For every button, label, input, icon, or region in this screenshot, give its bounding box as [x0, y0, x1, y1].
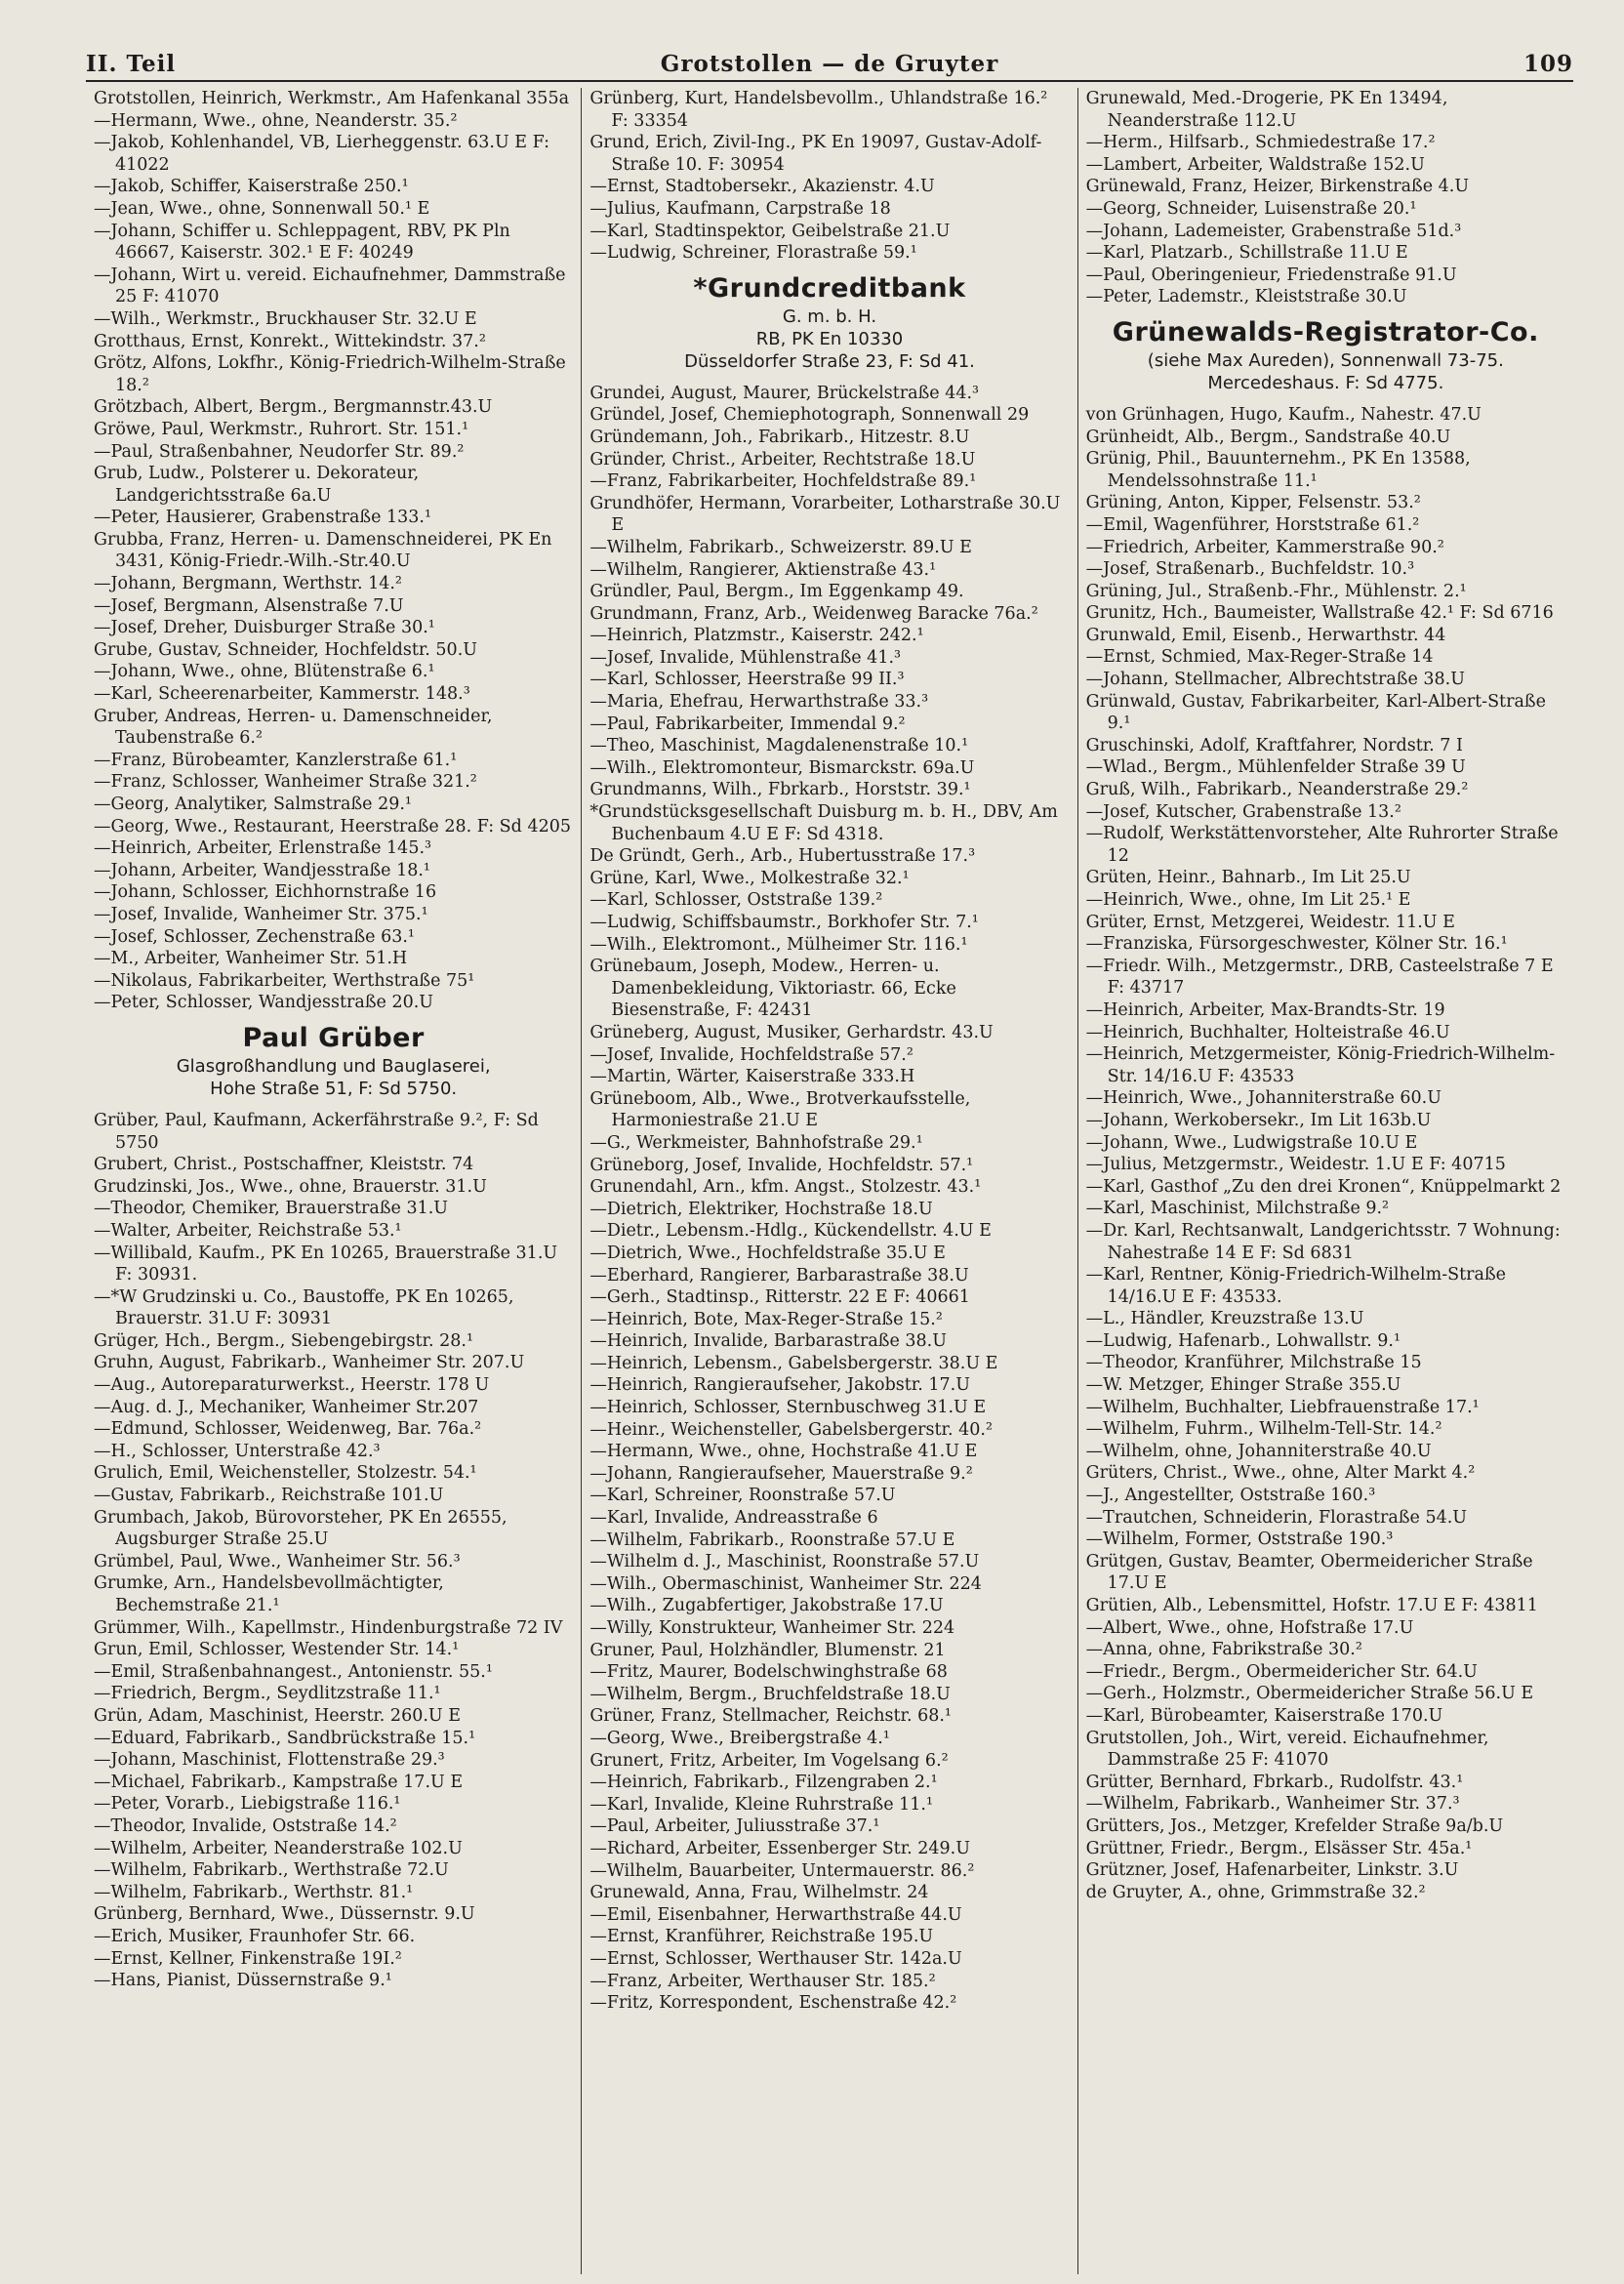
directory-entry: —Josef, Dreher, Duisburger Straße 30.¹	[94, 618, 435, 638]
directory-entry: Grüneborg, Josef, Invalide, Hochfeldstr. 57.¹	[589, 1155, 974, 1175]
directory-entry: Grulich, Emil, Weichensteller, Stolzestr. 54.¹	[94, 1463, 477, 1484]
directory-entry: —Wilhelm, Bergm., Bruchfeldstraße 18.U	[589, 1684, 951, 1704]
directory-entry: —Ernst, Kranführer, Reichstraße 195.U	[589, 1927, 934, 1947]
directory-entry: Grötzbach, Albert, Bergm., Bergmannstr.43.U	[94, 397, 493, 418]
directory-entry: Gröwe, Paul, Werkmstr., Ruhrort. Str. 151.¹	[94, 419, 469, 439]
directory-entry: —Johann, Stellmacher, Albrechtstraße 38.U	[1085, 670, 1465, 690]
directory-entry: Gruner, Paul, Holzhändler, Blumenstr. 21	[589, 1640, 946, 1660]
directory-entry: —Johann, Schiffer u. Schleppagent, RBV, PK Pln 46667, Kaiserstr. 302.¹ E F: 40249	[94, 221, 510, 264]
directory-entry: Grümbel, Paul, Wwe., Wanheimer Str. 56.³	[94, 1551, 461, 1571]
directory-entry: Grüne, Karl, Wwe., Molkestraße 32.¹	[589, 868, 910, 888]
directory-entry: Grünheidt, Alb., Bergm., Sandstraße 40.U	[1085, 427, 1451, 447]
advertisement-line: Hohe Straße 51, F: Sd 5750.	[210, 1078, 458, 1099]
directory-entry: Gruß, Wilh., Fabrikarb., Neanderstraße 29.²	[1085, 780, 1469, 800]
directory-entry: —Wilhelm, Fabrikarb., Werthstr. 81.¹	[94, 1882, 414, 1902]
directory-entry: Grünberg, Bernhard, Wwe., Düssernstr. 9.U	[94, 1904, 475, 1925]
directory-entry: —Wilhelm, Fabrikarb., Wanheimer Str. 37.³	[1085, 1794, 1460, 1815]
advertisement-line: G. m. b. H.	[782, 306, 877, 327]
directory-entry: Grüters, Christ., Wwe., ohne, Alter Markt 4.²	[1085, 1463, 1476, 1484]
directory-entry: —Georg, Wwe., Breibergstraße 4.¹	[589, 1728, 890, 1748]
directory-entry: —Paul, Oberingenieur, Friedenstraße 91.U	[1085, 265, 1457, 285]
directory-entry: —Herm., Hilfsarb., Schmiedestraße 17.²	[1085, 133, 1436, 153]
directory-entry: Gruber, Andreas, Herren- u. Damenschneider, Taubenstraße 6.²	[94, 706, 493, 749]
directory-entry: —Friedrich, Arbeiter, Kammerstraße 90.²	[1085, 537, 1444, 557]
directory-entry: —Karl, Invalide, Kleine Ruhrstraße 11.¹	[589, 1794, 933, 1815]
directory-entry: —Peter, Hausierer, Grabenstraße 133.¹	[94, 508, 432, 528]
directory-entry: Grunitz, Hch., Baumeister, Wallstraße 42.¹ F: Sd 6716	[1085, 603, 1554, 624]
directory-entry: —Theodor, Invalide, Oststraße 14.²	[94, 1815, 397, 1836]
directory-entry: —Wilhelm, Buchhalter, Liebfrauenstraße 17.¹	[1085, 1397, 1480, 1417]
directory-entry: —Emil, Eisenbahner, Herwarthstraße 44.U	[589, 1904, 962, 1925]
directory-entry: —Anna, ohne, Fabrikstraße 30.²	[1085, 1640, 1362, 1660]
directory-entry: —Johann, Lademeister, Grabenstraße 51d.³	[1085, 221, 1462, 241]
directory-entry: Grütien, Alb., Lebensmittel, Hofstr. 17.U E F: 43811	[1085, 1596, 1538, 1615]
directory-entry: Grun, Emil, Schlosser, Westender Str. 14.¹	[94, 1640, 460, 1660]
directory-entry: Grundei, August, Maurer, Brückelstraße 44.³	[589, 383, 980, 403]
directory-entry: —Erich, Musiker, Fraunhofer Str. 66.	[94, 1926, 416, 1946]
directory-entry: —Karl, Schlosser, Oststraße 139.²	[589, 890, 883, 911]
directory-entry: —L., Händler, Kreuzstraße 13.U	[1085, 1309, 1364, 1329]
directory-entry: Grünig, Phil., Bauunternehm., PK En 13588, Mendelssohnstraße 11.¹	[1085, 449, 1471, 491]
directory-entry: —Eberhard, Rangierer, Barbarastraße 38.U	[589, 1265, 969, 1285]
section-label: II. Teil	[86, 51, 177, 77]
directory-entry: —Albert, Wwe., ohne, Hofstraße 17.U	[1085, 1617, 1414, 1638]
directory-entry: —Wilh., Werkmstr., Bruckhauser Str. 32.U E	[94, 308, 477, 329]
directory-entry: —H., Schlosser, Unterstraße 42.³	[94, 1441, 381, 1461]
directory-entry: —Heinrich, Rangieraufseher, Jakobstr. 17.U	[589, 1375, 970, 1396]
directory-entry: —Wilhelm d. J., Maschinist, Roonstraße 57.U	[589, 1552, 980, 1572]
columns	[86, 88, 1573, 2274]
directory-entry: Grunewald, Anna, Frau, Wilhelmstr. 24	[589, 1883, 929, 1903]
directory-entry: —Karl, Invalide, Andreasstraße 6	[589, 1508, 878, 1529]
directory-entry: —Heinrich, Invalide, Barbarastraße 38.U	[589, 1331, 947, 1352]
directory-entry: —Johann, Rangieraufseher, Mauerstraße 9.²	[589, 1463, 973, 1484]
directory-entry: —Peter, Schlosser, Wandjesstraße 20.U	[94, 993, 434, 1013]
directory-entry: Grundhöfer, Hermann, Vorarbeiter, Lotharstraße 30.U E	[589, 493, 1061, 536]
directory-entry: Grunwald, Emil, Eisenb., Herwarthstr. 44	[1085, 625, 1446, 645]
advertisement-name: *Grundcreditbank	[693, 272, 966, 304]
directory-entry: —M., Arbeiter, Wanheimer Str. 51.H	[94, 949, 408, 969]
directory-entry: —Wilhelm, Arbeiter, Neanderstraße 102.U	[94, 1838, 463, 1858]
directory-entry: —Paul, Arbeiter, Juliusstraße 37.¹	[589, 1816, 880, 1837]
directory-entry: —Josef, Schlosser, Zechenstraße 63.¹	[94, 926, 415, 947]
advertisement-line: Glasgroßhandlung und Bauglaserei,	[176, 1055, 491, 1077]
directory-entry: —Fritz, Maurer, Bodelschwinghstraße 68	[589, 1662, 948, 1683]
directory-entry: von Grünhagen, Hugo, Kaufm., Nahestr. 47.U	[1085, 404, 1482, 425]
directory-entry: —W. Metzger, Ehinger Straße 355.U	[1085, 1375, 1401, 1396]
directory-entry: —Aug. d. J., Mechaniker, Wanheimer Str.207	[94, 1397, 479, 1417]
directory-entry: —Heinrich, Arbeiter, Max-Brandts-Str. 19	[1085, 999, 1445, 1020]
directory-entry: —Friedr., Bergm., Obermeidericher Str. 64.U	[1085, 1661, 1478, 1682]
directory-entry: —Friedrich, Bergm., Seydlitzstraße 11.¹	[94, 1684, 441, 1704]
directory-entry: —Dietrich, Wwe., Hochfeldstraße 35.U E	[589, 1243, 946, 1263]
advertisement-line: RB, PK En 10330	[755, 328, 904, 349]
directory-entry: —Wilh., Elektromonteur, Bismarckstr. 69a.U	[589, 757, 975, 778]
directory-entry: —Heinrich, Wwe., ohne, Im Lit 25.¹ E	[1085, 890, 1411, 910]
directory-entry: —Josef, Invalide, Mühlenstraße 41.³	[589, 647, 902, 668]
directory-entry: —Franziska, Fürsorgeschwester, Kölner Str. 16.¹	[1085, 934, 1508, 955]
directory-entry: *Grundstücksgesellschaft Duisburg m. b. H., DBV, Am Buchenbaum 4.U E F: Sd 4318.	[589, 802, 1058, 844]
directory-entry: —Rudolf, Werkstättenvorsteher, Alte Ruhrorter Straße 12	[1085, 824, 1559, 866]
directory-entry: —Walter, Arbeiter, Reichstraße 53.¹	[94, 1220, 402, 1241]
directory-entry: Grundmann, Franz, Arb., Weidenweg Baracke 76a.²	[589, 603, 1038, 624]
directory-entry: —Maria, Ehefrau, Herwarthstraße 33.³	[589, 692, 929, 713]
directory-entry: —Heinr., Weichensteller, Gabelsbergerstr. 40.²	[589, 1419, 993, 1440]
directory-entry: —Nikolaus, Fabrikarbeiter, Werthstraße 75¹	[94, 970, 475, 991]
directory-entry: Grüter, Ernst, Metzgerei, Weidestr. 11.U E	[1085, 912, 1455, 932]
directory-entry: Grütter, Bernhard, Fbrkarb., Rudolfstr. 43.¹	[1085, 1772, 1464, 1792]
directory-entry: —Josef, Straßenarb., Buchfeldstr. 10.³	[1085, 559, 1415, 580]
directory-entry: Grunewald, Med.-Drogerie, PK En 13494, Neanderstraße 112.U	[1085, 89, 1448, 131]
directory-entry: —Wilhelm, Fuhrm., Wilhelm-Tell-Str. 14.²	[1085, 1419, 1442, 1440]
directory-entry: —Heinrich, Schlosser, Sternbuschweg 31.U E	[589, 1398, 987, 1418]
directory-entry: Grotstollen, Heinrich, Werkmstr., Am Hafenkanal 355a	[94, 89, 570, 108]
directory-entry: —Wilh., Elektromont., Mülheimer Str. 116.¹	[589, 934, 968, 955]
directory-entry: Grüber, Paul, Kaufmann, Ackerfährstraße 9.², F: Sd 5750	[94, 1110, 539, 1153]
directory-entry: —Ernst, Stadtobersekr., Akazienstr. 4.U	[589, 177, 935, 197]
directory-entry: —Johann, Schlosser, Eichhornstraße 16	[94, 882, 437, 903]
directory-entry: Grün, Adam, Maschinist, Heerstr. 260.U E	[94, 1705, 461, 1726]
directory-entry: —Karl, Maschinist, Milchstraße 9.²	[1085, 1199, 1390, 1219]
directory-entry: —Karl, Scheerenarbeiter, Kammerstr. 148.³	[94, 684, 470, 705]
directory-entry: —Josef, Bergmann, Alsenstraße 7.U	[94, 595, 404, 616]
directory-entry: —Johann, Wwe., ohne, Blütenstraße 6.¹	[94, 662, 435, 682]
directory-entry: —Paul, Straßenbahner, Neudorfer Str. 89.²	[94, 441, 465, 462]
directory-entry: Grützner, Josef, Hafenarbeiter, Linkstr. 3.U	[1085, 1860, 1459, 1881]
directory-entry: —Heinrich, Buchhalter, Holteistraße 46.U	[1085, 1022, 1450, 1042]
directory-entry: Grub, Ludw., Polsterer u. Dekorateur, Landgerichtsstraße 6a.U	[94, 464, 420, 506]
directory-entry: —Franz, Arbeiter, Werthauser Str. 185.²	[589, 1971, 936, 1991]
directory-entry: —Jakob, Schiffer, Kaiserstraße 250.¹	[94, 177, 409, 197]
directory-entry: —Trautchen, Schneiderin, Florastraße 54.U	[1085, 1507, 1468, 1528]
directory-entry: —Georg, Analytiker, Salmstraße 29.¹	[94, 795, 412, 814]
directory-entry: Gründer, Christ., Arbeiter, Rechtstraße 18.U	[589, 449, 976, 469]
directory-entry: —Johann, Bergmann, Werthstr. 14.²	[94, 574, 402, 594]
directory-entry: —Heinrich, Platzmstr., Kaiserstr. 242.¹	[589, 626, 924, 646]
directory-entry: Grüger, Hch., Bergm., Siebengebirgstr. 28.¹	[94, 1330, 473, 1351]
directory-entry: —Hermann, Wwe., ohne, Hochstraße 41.U E	[589, 1442, 978, 1462]
advertisement	[589, 272, 1069, 373]
directory-entry: —Johann, Maschinist, Flottenstraße 29.³	[94, 1750, 445, 1771]
directory-entry: Grüning, Anton, Kipper, Felsenstr. 53.²	[1085, 493, 1421, 513]
directory-entry: Grundmanns, Wilh., Fbrkarb., Horststr. 39.¹	[589, 780, 971, 800]
directory-entry: —Fritz, Korrespondent, Eschenstraße 42.²	[589, 1993, 957, 2014]
column-1	[86, 88, 581, 2274]
directory-entry: —Josef, Kutscher, Grabenstraße 13.²	[1085, 801, 1401, 822]
directory-entry: Grube, Gustav, Schneider, Hochfeldstr. 50.U	[94, 639, 478, 660]
directory-entry: —Karl, Bürobeamter, Kaiserstraße 170.U	[1085, 1705, 1443, 1726]
advertisement-line: Düsseldorfer Straße 23, F: Sd 41.	[684, 350, 975, 372]
directory-entry: —*W Grudzinski u. Co., Baustoffe, PK En 10265, Brauerstr. 31.U F: 30931	[94, 1286, 514, 1329]
directory-entry: —Heinrich, Arbeiter, Erlenstraße 145.³	[94, 838, 432, 859]
directory-entry: —Johann, Wirt u. vereid. Eichaufnehmer, Dammstraße 25 F: 41070	[94, 265, 566, 307]
directory-entry: —Heinrich, Metzgermeister, König-Friedrich-Wilhelm-Str. 14/16.U F: 43533	[1085, 1044, 1556, 1086]
directory-entry: —Ernst, Schlosser, Werthauser Str. 142a.U	[589, 1948, 962, 1969]
directory-entry: —Ludwig, Schiffsbaumstr., Borkhofer Str. 7.¹	[589, 913, 979, 932]
directory-entry: —Ludwig, Schreiner, Florastraße 59.¹	[589, 243, 917, 264]
page-number: 109	[1522, 51, 1573, 77]
directory-entry: —Karl, Rentner, König-Friedrich-Wilhelm-Straße 14/16.U E F: 43533.	[1085, 1265, 1507, 1307]
directory-entry: —Hans, Pianist, Düssernstraße 9.¹	[94, 1971, 392, 1991]
directory-entry: —Gerh., Holzmstr., Obermeidericher Straße 56.U E	[1085, 1684, 1534, 1704]
directory-entry: Grüttner, Friedr., Bergm., Elsässer Str. 45a.¹	[1085, 1838, 1473, 1858]
directory-entry: —Karl, Gasthof „Zu den drei Kronen“, Knüppelmarkt 2	[1085, 1176, 1562, 1197]
directory-entry: Grunendahl, Arn., kfm. Angst., Stolzestr. 43.¹	[589, 1177, 982, 1198]
directory-entry: Gründel, Josef, Chemiephotograph, Sonnenwall 29	[589, 405, 1030, 426]
directory-entry: —Wilhelm, Former, Oststraße 190.³	[1085, 1529, 1394, 1550]
directory-entry: —Aug., Autoreparaturwerkst., Heerstr. 178 U	[94, 1375, 490, 1396]
running-head	[86, 47, 1573, 82]
directory-entry: Grubert, Christ., Postschaffner, Kleiststr. 74	[94, 1155, 474, 1175]
directory-entry: —Hermann, Wwe., ohne, Neanderstr. 35.²	[94, 110, 458, 131]
column-2	[581, 88, 1076, 2274]
directory-entry: Grünebaum, Joseph, Modew., Herren- u. Damenbekleidung, Viktoriastr. 66, Ecke Biesenstraße, F: 42431	[589, 957, 956, 1021]
directory-entry: —Dietr., Lebensm.-Hdlg., Kückendellstr. 4.U E	[589, 1221, 992, 1242]
directory-entry: —Wilhelm, Fabrikarb., Werthstraße 72.U	[94, 1860, 449, 1881]
directory-entry: —Wilhelm, Bauarbeiter, Untermauerstr. 86.²	[589, 1860, 975, 1881]
directory-entry: —Franz, Fabrikarbeiter, Hochfeldstraße 89.¹	[589, 471, 977, 492]
directory-entry: —Friedr. Wilh., Metzgermstr., DRB, Casteelstraße 7 E F: 43717	[1085, 956, 1554, 999]
directory-entry: Grünewald, Franz, Heizer, Birkenstraße 4.U	[1085, 177, 1470, 197]
directory-entry: —Ernst, Kellner, Finkenstraße 19I.²	[94, 1948, 402, 1969]
directory-entry: Grotthaus, Ernst, Konrekt., Wittekindstr. 37.²	[94, 331, 486, 351]
directory-entry: Grünwald, Gustav, Fabrikarbeiter, Karl-Albert-Straße 9.¹	[1085, 691, 1546, 734]
directory-entry: —Heinrich, Bote, Max-Reger-Straße 15.²	[589, 1309, 943, 1329]
directory-entry: Gründemann, Joh., Fabrikarb., Hitzestr. 8.U	[589, 427, 970, 447]
directory-entry: —Dietrich, Elektriker, Hochstraße 18.U	[589, 1199, 933, 1219]
directory-entry: —Karl, Stadtinspektor, Geibelstraße 21.U	[589, 221, 951, 241]
advertisement-line: (siehe Max Aureden), Sonnenwall 73-75.	[1147, 349, 1504, 371]
directory-entry: —Franz, Bürobeamter, Kanzlerstraße 61.¹	[94, 750, 458, 770]
directory-entry: —Josef, Invalide, Hochfeldstraße 57.²	[589, 1044, 914, 1065]
directory-entry: —Wilh., Zugabfertiger, Jakobstraße 17.U	[589, 1596, 944, 1616]
directory-entry: —Ernst, Schmied, Max-Reger-Straße 14	[1085, 647, 1434, 668]
directory-entry: —Wilhelm, ohne, Johanniterstraße 40.U	[1085, 1441, 1432, 1461]
directory-entry: —Theodor, Chemiker, Brauerstraße 31.U	[94, 1199, 449, 1219]
directory-entry: —Karl, Schlosser, Heerstraße 99 II.³	[589, 670, 905, 690]
directory-entry: Grünberg, Kurt, Handelsbevollm., Uhlandstraße 16.² F: 33354	[589, 89, 1048, 131]
directory-entry: —Julius, Metzgermstr., Weidestr. 1.U E F: 40715	[1085, 1155, 1506, 1175]
column-3	[1077, 88, 1573, 2274]
directory-entry: —Wilhelm, Fabrikarb., Roonstraße 57.U E	[589, 1529, 955, 1550]
directory-entry: Grund, Erich, Zivil-Ing., PK En 19097, Gustav-Adolf-Straße 10. F: 30954	[589, 133, 1042, 175]
directory-entry: Grutstollen, Joh., Wirt, vereid. Eichaufnehmer, Dammstraße 25 F: 41070	[1085, 1728, 1489, 1771]
directory-entry: —Michael, Fabrikarb., Kampstraße 17.U E	[94, 1772, 464, 1792]
directory-entry: —Willibald, Kaufm., PK En 10265, Brauerstraße 31.U F: 30931.	[94, 1243, 558, 1285]
directory-entry: de Gruyter, A., ohne, Grimmstraße 32.²	[1085, 1882, 1426, 1902]
directory-entry: De Gründt, Gerh., Arb., Hubertusstraße 17.³	[589, 846, 976, 867]
directory-entry: Grüning, Jul., Straßenb.-Fhr., Mühlenstr. 2.¹	[1085, 581, 1467, 601]
directory-entry: —Eduard, Fabrikarb., Sandbrückstraße 15.¹	[94, 1728, 476, 1748]
directory-entry: Grumke, Arn., Handelsbevollmächtigter, Bechemstraße 21.¹	[94, 1573, 444, 1615]
directory-entry: Grüner, Franz, Stellmacher, Reichstr. 68.¹	[589, 1706, 952, 1727]
directory-entry: —Gerh., Stadtinsp., Ritterstr. 22 E F: 40661	[589, 1287, 970, 1308]
directory-entry: —Heinrich, Lebensm., Gabelsbergerstr. 38.U E	[589, 1353, 998, 1373]
directory-entry: —Gustav, Fabrikarb., Reichstraße 101.U	[94, 1486, 444, 1506]
directory-entry: —Theodor, Kranführer, Milchstraße 15	[1085, 1353, 1422, 1373]
advertisement-name: Paul Grüber	[242, 1022, 425, 1053]
directory-entry: —Wilhelm, Rangierer, Aktienstraße 43.¹	[589, 559, 937, 580]
directory-entry: Grüten, Heinr., Bahnarb., Im Lit 25.U	[1085, 868, 1411, 888]
directory-entry: —G., Werkmeister, Bahnhofstraße 29.¹	[589, 1132, 923, 1153]
directory-entry: Grütters, Jos., Metzger, Krefelder Straße 9a/b.U	[1085, 1815, 1504, 1836]
directory-entry: —Johann, Werkobersekr., Im Lit 163b.U	[1085, 1110, 1432, 1130]
directory-entry: —Karl, Platzarb., Schillstraße 11.U E	[1085, 243, 1408, 264]
directory-entry: —Edmund, Schlosser, Weidenweg, Bar. 76a.²	[94, 1419, 482, 1440]
directory-entry: —Georg, Schneider, Luisenstraße 20.¹	[1085, 198, 1417, 219]
directory-entry: —Theo, Maschinist, Magdalenenstraße 10.¹	[589, 736, 969, 756]
directory-entry: —Lambert, Arbeiter, Waldstraße 152.U	[1085, 154, 1425, 175]
running-title: Grotstollen — de Gruyter	[660, 51, 999, 77]
directory-entry: —Johann, Arbeiter, Wandjesstraße 18.¹	[94, 860, 430, 880]
directory-entry: —Franz, Schlosser, Wanheimer Straße 321.²	[94, 772, 477, 793]
advertisement-name: Grünewalds-Registrator-Co.	[1112, 316, 1539, 347]
directory-entry: —Emil, Straßenbahnangest., Antonienstr. 55.¹	[94, 1661, 493, 1682]
directory-entry: —Julius, Kaufmann, Carpstraße 18	[589, 198, 891, 219]
directory-entry: —Wlad., Bergm., Mühlenfelder Straße 39 U	[1085, 757, 1466, 778]
advertisement-line: Mercedeshaus. F: Sd 4775.	[1207, 372, 1444, 393]
directory-entry: Grüneboom, Alb., Wwe., Brotverkaufsstelle, Harmoniestraße 21.U E	[589, 1088, 971, 1131]
directory-entry: —Peter, Lademstr., Kleiststraße 30.U	[1085, 287, 1407, 307]
directory-entry: Grümmer, Wilh., Kapellmstr., Hindenburgstraße 72 IV	[94, 1617, 563, 1638]
advertisement	[94, 1022, 573, 1100]
directory-entry: Grubba, Franz, Herren- u. Damenschneiderei, PK En 3431, König-Friedr.-Wilh.-Str.40.U	[94, 529, 552, 572]
directory-entry: —Wilh., Obermaschinist, Wanheimer Str. 224	[589, 1573, 982, 1594]
directory-entry: —Wilhelm, Fabrikarb., Schweizerstr. 89.U E	[589, 537, 972, 557]
directory-entry: —Richard, Arbeiter, Essenberger Str. 249.U	[589, 1838, 970, 1858]
directory-entry: —Heinrich, Fabrikarb., Filzengraben 2.¹	[589, 1773, 938, 1793]
directory-entry: —Peter, Vorarb., Liebigstraße 116.¹	[94, 1794, 401, 1815]
directory-entry: Grüneberg, August, Musiker, Gerhardstr. 43.U	[589, 1022, 994, 1042]
directory-entry: Gruhn, August, Fabrikarb., Wanheimer Str. 207.U	[94, 1353, 525, 1373]
directory-entry: Grunert, Fritz, Arbeiter, Im Vogelsang 6.²	[589, 1750, 949, 1771]
directory-entry: —Dr. Karl, Rechtsanwalt, Landgerichtsstr. 7 Wohnung: Nahestraße 14 E F: Sd 6831	[1085, 1220, 1561, 1263]
directory-entry: —Jakob, Kohlenhandel, VB, Lierheggenstr. 63.U E F: 41022	[94, 133, 550, 175]
directory-entry: —Ludwig, Hafenarb., Lohwallstr. 9.¹	[1085, 1330, 1401, 1351]
directory-entry: —J., Angestellter, Oststraße 160.³	[1085, 1486, 1376, 1506]
directory-entry: Grötz, Alfons, Lokfhr., König-Friedrich-Wilhelm-Straße 18.²	[94, 353, 566, 395]
directory-entry: —Heinrich, Wwe., Johanniterstraße 60.U	[1085, 1088, 1441, 1109]
directory-entry: Gründler, Paul, Bergm., Im Eggenkamp 49.	[589, 582, 964, 602]
directory-entry: —Karl, Schreiner, Roonstraße 57.U	[589, 1486, 896, 1506]
directory-entry: Grudzinski, Jos., Wwe., ohne, Brauerstr. 31.U	[94, 1176, 487, 1197]
directory-entry: —Martin, Wärter, Kaiserstraße 333.H	[589, 1067, 915, 1087]
directory-entry: —Paul, Fabrikarbeiter, Immendal 9.²	[589, 714, 906, 734]
directory-entry: —Georg, Wwe., Restaurant, Heerstraße 28. F: Sd 4205	[94, 816, 571, 836]
directory-entry: Grütgen, Gustav, Beamter, Obermeidericher Straße 17.U E	[1085, 1551, 1533, 1594]
directory-entry: —Willy, Konstrukteur, Wanheimer Str. 224	[589, 1618, 955, 1638]
directory-entry: —Josef, Invalide, Wanheimer Str. 375.¹	[94, 904, 428, 924]
directory-entry: —Emil, Wagenführer, Horststraße 61.²	[1085, 514, 1420, 535]
directory-entry: —Jean, Wwe., ohne, Sonnenwall 50.¹ E	[94, 198, 430, 219]
directory-entry: —Johann, Wwe., Ludwigstraße 10.U E	[1085, 1132, 1418, 1153]
directory-entry: Grumbach, Jakob, Bürovorsteher, PK En 26555, Augsburger Straße 25.U	[94, 1507, 508, 1550]
advertisement	[1086, 316, 1565, 394]
directory-entry: Gruschinski, Adolf, Kraftfahrer, Nordstr. 7 I	[1085, 735, 1463, 755]
